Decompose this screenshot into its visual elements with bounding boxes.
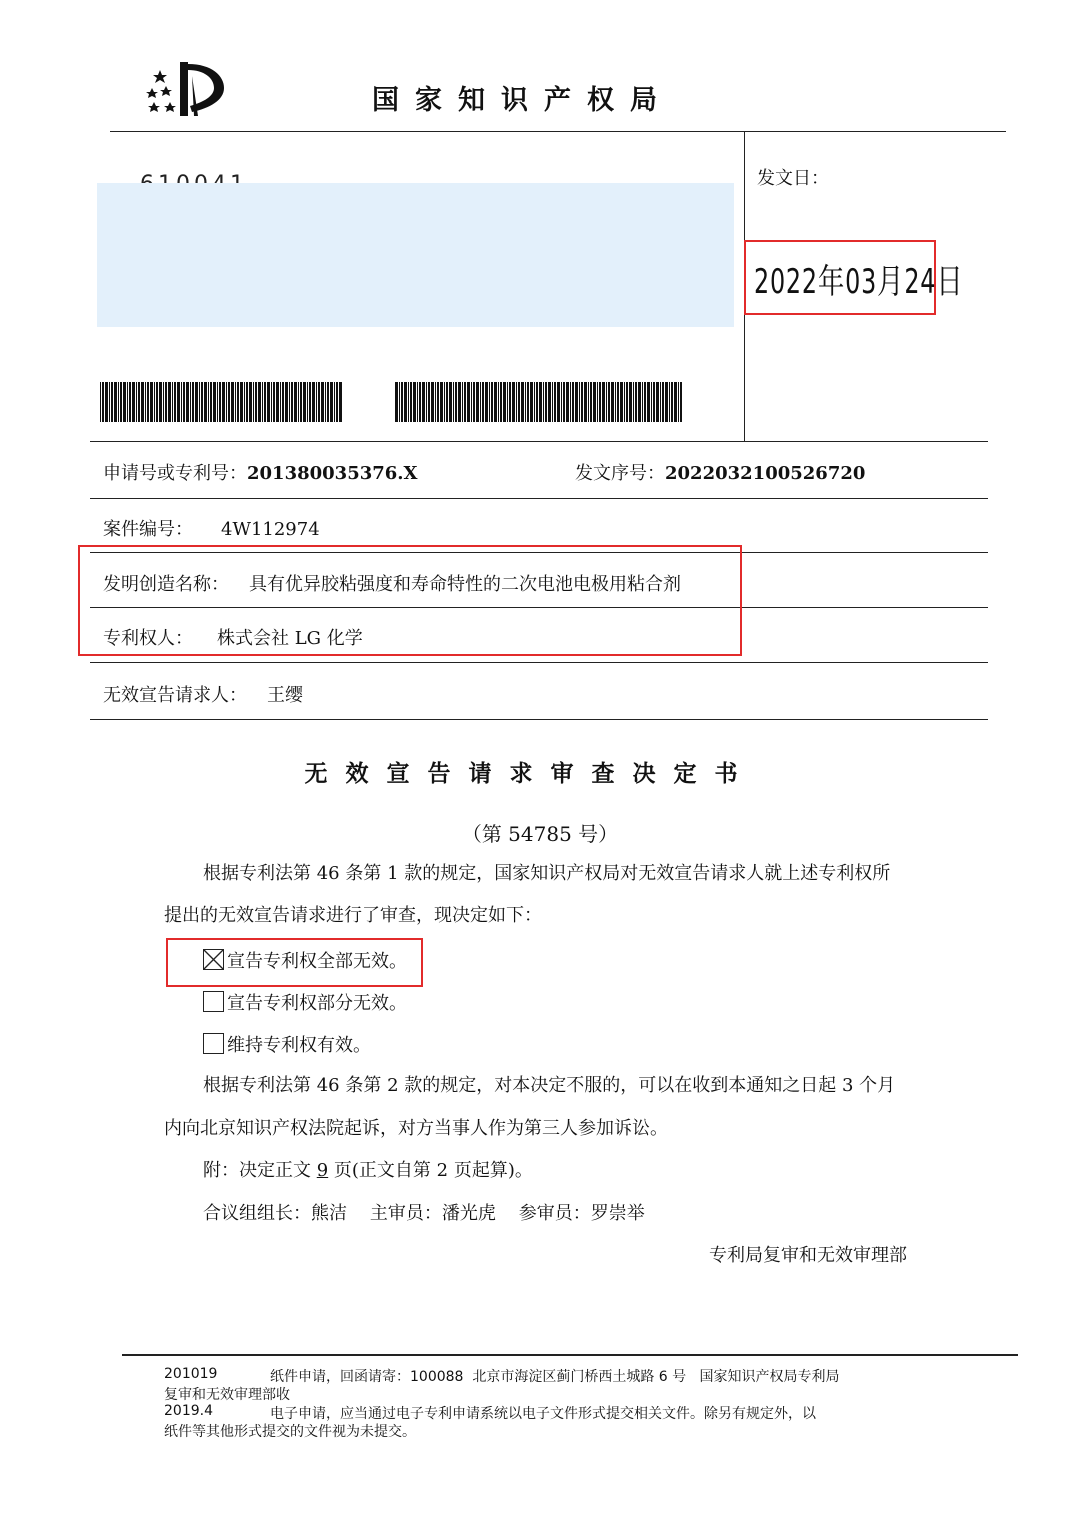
- barcode-bar: [129, 382, 131, 422]
- barcode-bar: [584, 382, 587, 422]
- barcode-bar: [120, 382, 122, 422]
- barcode-bar: [422, 382, 425, 422]
- office-name: 国家知识产权局: [372, 85, 673, 116]
- barcode-bar: [334, 382, 335, 422]
- barcode-bar: [163, 382, 164, 422]
- barcode-bar: [150, 382, 153, 422]
- barcode-bar: [579, 382, 580, 422]
- intro-line-2: 提出的无效宣告请求进行了审查，现决定如下：: [164, 905, 542, 926]
- barcode-bar: [575, 382, 578, 422]
- barcode-bar: [494, 382, 497, 422]
- barcode-bar: [213, 382, 216, 422]
- barcode-bar: [464, 382, 466, 422]
- barcode-bar: [653, 382, 655, 422]
- barcode-bar: [222, 382, 225, 422]
- barcode-bar: [593, 382, 596, 422]
- barcode-bar: [327, 382, 329, 422]
- barcode-bar: [462, 382, 463, 422]
- option-label-partial-invalid: 宣告专利权部分无效。: [227, 993, 407, 1014]
- barcode-bar: [536, 382, 538, 422]
- barcode-bar: [408, 382, 409, 422]
- barcode-bar: [590, 382, 592, 422]
- attachment-pages: 9: [316, 1160, 329, 1181]
- barcode-bar: [419, 382, 421, 422]
- barcode-bar: [307, 382, 308, 422]
- barcode-bar: [417, 382, 418, 422]
- barcode-bar: [680, 382, 682, 422]
- barcode-bar: [249, 382, 252, 422]
- row-rule: [90, 498, 988, 499]
- footer-rule: [122, 1354, 1018, 1356]
- barcode-bar: [285, 382, 288, 422]
- barcode-bar: [444, 382, 445, 422]
- barcode-bar: [473, 382, 475, 422]
- address-partial-text: [140, 172, 248, 183]
- barcode-bar: [570, 382, 571, 422]
- barcode-bar: [455, 382, 457, 422]
- barcode-bar: [271, 382, 272, 422]
- barcode-bar: [530, 382, 533, 422]
- barcode-bar: [642, 382, 643, 422]
- barcode-bar: [316, 382, 317, 422]
- barcode-bar: [665, 382, 668, 422]
- case-number-label: 案件编号：: [103, 519, 193, 540]
- barcode-bar: [498, 382, 499, 422]
- barcode-bar: [244, 382, 245, 422]
- barcode-bar: [503, 382, 506, 422]
- decision-title: 无效宣告请求审查决定书: [304, 761, 756, 787]
- barcode-bar: [543, 382, 544, 422]
- barcode-bar: [656, 382, 659, 422]
- barcode-bar: [674, 382, 677, 422]
- barcode-bar: [561, 382, 562, 422]
- panel-members: 合议组组长：熊洁 主审员：潘光虎 参审员：罗崇举: [203, 1203, 645, 1224]
- barcode-bar: [626, 382, 628, 422]
- barcode-bar: [428, 382, 430, 422]
- barcode-bar: [172, 382, 173, 422]
- barcode-bar: [606, 382, 607, 422]
- barcode-bar: [446, 382, 448, 422]
- barcode-bar: [633, 382, 634, 422]
- option-label-full-invalid: 宣告专利权全部无效。: [227, 951, 407, 972]
- barcode-bar: [500, 382, 502, 422]
- barcode-bar: [267, 382, 270, 422]
- barcode-bar: [489, 382, 490, 422]
- appeal-line-1: 根据专利法第 46 条第 2 款的规定，对本决定不服的，可以在收到本通知之日起 3 个月: [203, 1075, 896, 1096]
- barcode-bar: [208, 382, 209, 422]
- appeal-line-2: 内向北京知识产权法院起诉，对方当事人作为第三人参加诉讼。: [164, 1118, 668, 1139]
- barcode-bar: [339, 382, 342, 422]
- barcode-bar: [509, 382, 511, 422]
- barcode-bar: [109, 382, 110, 422]
- barcode-bar: [545, 382, 547, 422]
- barcode-bar: [512, 382, 515, 422]
- barcode-bar: [258, 382, 261, 422]
- barcode-bar: [132, 382, 135, 422]
- patentee-label: 专利权人：: [103, 628, 193, 649]
- barcode-bar: [678, 382, 679, 422]
- barcode-bar: [246, 382, 248, 422]
- barcode-bar: [399, 382, 400, 422]
- barcode-bar: [181, 382, 182, 422]
- barcode-bar: [264, 382, 266, 422]
- barcode-bar: [608, 382, 610, 422]
- barcode-bar: [136, 382, 137, 422]
- row-rule: [90, 662, 988, 663]
- barcode-bar: [638, 382, 641, 422]
- decision-number: （第 54785 号）: [461, 822, 619, 846]
- case-number-row: [103, 515, 320, 541]
- requester-row: [103, 681, 303, 707]
- barcode-bar: [453, 382, 454, 422]
- barcode-bar: [647, 382, 650, 422]
- barcode-bar: [192, 382, 194, 422]
- cnipa-logo: [140, 58, 230, 120]
- barcode-bar: [235, 382, 236, 422]
- barcode-bar: [156, 382, 158, 422]
- barcode-bar: [527, 382, 529, 422]
- barcode-bar: [217, 382, 218, 422]
- barcode-bar: [219, 382, 221, 422]
- barcode-bar: [300, 382, 302, 422]
- barcode-bar: [401, 382, 403, 422]
- barcode-bar: [330, 382, 333, 422]
- barcode-bar: [669, 382, 670, 422]
- barcode-bar: [554, 382, 556, 422]
- barcode-bar: [231, 382, 234, 422]
- case-number-value: 4W112974: [221, 519, 320, 540]
- barcode-bar: [615, 382, 616, 422]
- barcode-bar: [291, 382, 293, 422]
- barcode-bar: [177, 382, 180, 422]
- barcode-bar: [127, 382, 128, 422]
- barcode-bar: [404, 382, 407, 422]
- barcode-bar: [309, 382, 311, 422]
- barcode-bar: [395, 382, 398, 422]
- barcode-bar: [413, 382, 416, 422]
- barcode-bar: [599, 382, 601, 422]
- footer-line-2: 电子申请，应当通过电子专利申请系统以电子文件形式提交相关文件。除另有规定外，以: [270, 1406, 816, 1422]
- barcode-bar: [566, 382, 569, 422]
- barcode-bar: [289, 382, 290, 422]
- barcode-bar: [426, 382, 427, 422]
- row-rule: [90, 441, 988, 442]
- barcode-bar: [138, 382, 140, 422]
- barcode-bar: [435, 382, 436, 422]
- attachment-line: [203, 1150, 533, 1192]
- barcode-bar: [572, 382, 574, 422]
- attachment-prefix: 附：决定正文: [203, 1160, 317, 1181]
- barcode-bar: [303, 382, 306, 422]
- barcode-bar: [644, 382, 646, 422]
- barcode-bar: [100, 382, 101, 422]
- barcode-bar: [159, 382, 162, 422]
- barcode-bar: [518, 382, 520, 422]
- barcode-bar: [336, 382, 338, 422]
- barcode-bar: [437, 382, 439, 422]
- barcode-bar: [662, 382, 664, 422]
- option-checkbox-maintain-valid[interactable]: [203, 1033, 224, 1054]
- barcode-bar: [145, 382, 146, 422]
- barcode-bar: [141, 382, 144, 422]
- barcode-bar: [253, 382, 254, 422]
- barcode-bar: [635, 382, 637, 422]
- footer-line-1b: 复审和无效审理部收: [164, 1387, 290, 1403]
- barcode-bar: [312, 382, 315, 422]
- barcode-bar: [480, 382, 481, 422]
- barcode-bar: [102, 382, 104, 422]
- header-rule: [110, 131, 1006, 132]
- barcode-bar: [228, 382, 230, 422]
- footer-code-2: 2019.4: [164, 1403, 213, 1419]
- barcode-bar: [521, 382, 524, 422]
- barcode-bar: [671, 382, 673, 422]
- barcode-right: [395, 382, 686, 422]
- application-number-value: 201380035376.X: [247, 463, 418, 484]
- barcode-bar: [539, 382, 542, 422]
- barcode-bar: [491, 382, 493, 422]
- barcode-bar: [534, 382, 535, 422]
- barcode-bar: [552, 382, 553, 422]
- footer-line-1: 纸件申请，回函请寄：100088 北京市海淀区蓟门桥西土城路 6 号 国家知识产权局专利局: [270, 1369, 840, 1385]
- barcode-bar: [617, 382, 619, 422]
- barcode-bar: [557, 382, 560, 422]
- barcode-bar: [237, 382, 239, 422]
- barcode-bar: [611, 382, 614, 422]
- send-date-value: 2022年03月24日: [754, 262, 964, 302]
- send-date-label: 发文日：: [757, 168, 829, 189]
- address-redaction: [97, 183, 734, 327]
- barcode-bar: [597, 382, 598, 422]
- row-rule: [90, 719, 988, 720]
- barcode-bar: [282, 382, 284, 422]
- barcode-bar: [280, 382, 281, 422]
- barcode-bar: [186, 382, 189, 422]
- barcode-bar: [199, 382, 200, 422]
- barcode-bar: [660, 382, 661, 422]
- barcode-bar: [298, 382, 299, 422]
- barcode-bar: [226, 382, 227, 422]
- barcode-left: [100, 382, 343, 422]
- option-highlight: [166, 938, 423, 987]
- barcode-bar: [471, 382, 472, 422]
- footer-line-2b: 纸件等其他形式提交的文件视为未提交。: [164, 1424, 416, 1440]
- attachment-suffix: 页(正文自第 2 页起算)。: [328, 1160, 533, 1181]
- barcode-bar: [440, 382, 443, 422]
- barcode-bar: [255, 382, 257, 422]
- barcode-bar: [294, 382, 297, 422]
- barcode-bar: [525, 382, 526, 422]
- barcode-bar: [516, 382, 517, 422]
- barcode-bar: [174, 382, 176, 422]
- patentee-value: 株式会社 LG 化学: [217, 628, 363, 649]
- requester-label: 无效宣告请求人：: [103, 685, 247, 706]
- barcode-bar: [190, 382, 191, 422]
- barcode-bar: [651, 382, 652, 422]
- barcode-bar: [581, 382, 583, 422]
- application-number-row: [103, 459, 418, 485]
- issuing-department: 专利局复审和无效审理部: [709, 1245, 907, 1266]
- barcode-bar: [476, 382, 479, 422]
- barcode-bar: [240, 382, 243, 422]
- barcode-bar: [210, 382, 212, 422]
- barcode-bar: [165, 382, 167, 422]
- footer-code-1: 201019: [164, 1366, 218, 1382]
- barcode-bar: [602, 382, 605, 422]
- barcode-bar: [273, 382, 275, 422]
- barcode-bar: [624, 382, 625, 422]
- barcode-bar: [276, 382, 279, 422]
- barcode-bar: [507, 382, 508, 422]
- invention-title-label: 发明创造名称：: [103, 574, 229, 595]
- barcode-bar: [485, 382, 488, 422]
- barcode-bar: [111, 382, 113, 422]
- barcode-bar: [588, 382, 589, 422]
- option-label-maintain-valid: 维持专利权有效。: [227, 1035, 371, 1056]
- barcode-bar: [204, 382, 207, 422]
- barcode-bar: [195, 382, 198, 422]
- barcode-bar: [548, 382, 551, 422]
- barcode-bar: [154, 382, 155, 422]
- requester-value: 王缨: [267, 685, 303, 706]
- barcode-bar: [563, 382, 565, 422]
- barcode-bar: [325, 382, 326, 422]
- option-checkbox-partial-invalid[interactable]: [203, 991, 224, 1012]
- barcode-bar: [449, 382, 452, 422]
- barcode-bar: [321, 382, 324, 422]
- barcode-bar: [168, 382, 171, 422]
- barcode-bar: [114, 382, 117, 422]
- barcode-bar: [629, 382, 632, 422]
- intro-line-1: 根据专利法第 46 条第 1 款的规定，国家知识产权局对无效宣告请求人就上述专利权所: [203, 863, 891, 884]
- barcode-bar: [318, 382, 320, 422]
- barcode-bar: [620, 382, 623, 422]
- serial-number-label: 发文序号：: [575, 463, 665, 484]
- barcode-bar: [410, 382, 412, 422]
- barcode-bar: [118, 382, 119, 422]
- barcode-bar: [467, 382, 470, 422]
- barcode-bar: [123, 382, 126, 422]
- barcode-bar: [183, 382, 185, 422]
- barcode-bar: [201, 382, 203, 422]
- barcode-bar: [482, 382, 484, 422]
- barcode-bar: [262, 382, 263, 422]
- serial-number-value: 2022032100526720: [665, 463, 866, 484]
- application-number-label: 申请号或专利号：: [103, 463, 247, 484]
- barcode-bar: [458, 382, 461, 422]
- barcode-bar: [105, 382, 108, 422]
- barcode-bar: [431, 382, 434, 422]
- invention-patentee-highlight: [78, 545, 742, 656]
- serial-number-row: [575, 459, 865, 485]
- barcode-bar: [147, 382, 149, 422]
- invention-title-value: 具有优异胶粘强度和寿命特性的二次电池电极用粘合剂: [249, 574, 681, 595]
